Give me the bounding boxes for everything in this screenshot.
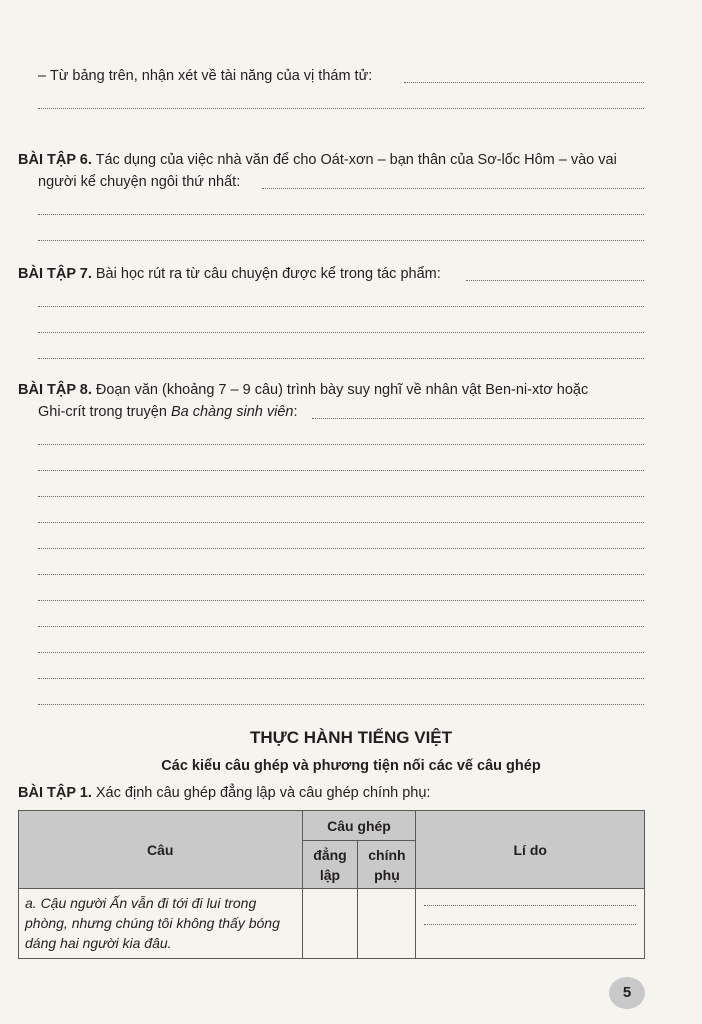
page-number: 5	[609, 977, 645, 1009]
exercise-1-line	[18, 783, 430, 803]
exercise-7-label: BÀI TẬP 7.	[18, 266, 92, 282]
answer-line[interactable]	[38, 306, 644, 307]
header-sentence: Câu	[19, 811, 303, 889]
answer-line[interactable]	[312, 418, 644, 419]
row-a-sentence	[19, 889, 303, 959]
exercise-7-line	[18, 264, 441, 284]
answer-line[interactable]	[262, 188, 644, 189]
exercise-8-text: Đoạn văn (khoảng 7 – 9 câu) trình bày suy nghĩ về nhân vật Ben-ni-xtơ hoặc	[91, 382, 589, 398]
exercise-6-line-2: người kể chuyện ngôi thứ nhất:	[38, 174, 241, 190]
answer-line[interactable]	[38, 652, 644, 653]
answer-line[interactable]	[38, 704, 644, 705]
table-row	[19, 889, 645, 959]
exercise-8-label: BÀI TẬP 8.	[18, 382, 92, 398]
exercise-6-text: Tác dụng của việc nhà văn để cho Oát-xơn – bạn thân của Sơ-lốc Hôm – vào vai	[91, 152, 617, 168]
row-a-reason-cell[interactable]	[416, 889, 645, 959]
answer-line[interactable]	[38, 358, 644, 359]
answer-line[interactable]	[38, 626, 644, 627]
answer-line[interactable]	[38, 678, 644, 679]
row-a-sentence-text: a. Cậu người Ấn vẫn đi tới đi lui trong phòng, nhưng chúng tôi không thấy bóng dáng hai người kia đâu.	[25, 895, 280, 951]
answer-line[interactable]	[38, 496, 644, 497]
header-coordinate-line-1: đẳng	[313, 846, 347, 863]
exercise-8-text-2c: :	[293, 404, 298, 420]
answer-line[interactable]	[38, 548, 644, 549]
header-compound-group: Câu ghép	[302, 811, 416, 841]
header-coordinate	[302, 841, 358, 889]
answer-line[interactable]	[38, 522, 644, 523]
exercise-6-label: BÀI TẬP 6.	[18, 152, 92, 168]
header-subordinate-line-1: chính	[368, 846, 406, 863]
compound-sentence-table	[18, 810, 645, 959]
talent-remark-prompt: – Từ bảng trên, nhận xét về tài năng của vị thám tử:	[38, 68, 373, 84]
header-subordinate	[358, 841, 416, 889]
row-a-subordinate-cell[interactable]	[358, 889, 416, 959]
story-title: Ba chàng sinh viên	[170, 404, 294, 420]
row-a-coordinate-cell[interactable]	[302, 889, 358, 959]
answer-line[interactable]	[38, 600, 644, 601]
answer-line[interactable]	[404, 82, 644, 83]
exercise-1-text: Xác định câu ghép đẳng lập và câu ghép chính phụ:	[91, 785, 431, 801]
answer-line[interactable]	[466, 280, 644, 281]
header-reason: Lí do	[416, 811, 645, 889]
exercise-8-text-2a: Ghi-crít trong truyện	[38, 404, 171, 420]
section-title: THỰC HÀNH TIẾNG VIỆT	[249, 728, 453, 747]
exercise-6-line-1	[18, 150, 617, 170]
answer-line[interactable]	[38, 332, 644, 333]
section-subtitle: Các kiểu câu ghép và phương tiện nối các vế câu ghép	[161, 758, 541, 774]
exercise-7-text: Bài học rút ra từ câu chuyện được kể trong tác phẩm:	[91, 266, 441, 282]
answer-line[interactable]	[38, 470, 644, 471]
answer-line[interactable]	[38, 108, 644, 109]
header-subordinate-line-2: phụ	[374, 866, 400, 883]
exercise-1-label: BÀI TẬP 1.	[18, 785, 92, 801]
exercise-8-line-1	[18, 380, 588, 400]
header-coordinate-line-2: lập	[319, 866, 341, 883]
answer-line[interactable]	[38, 444, 644, 445]
answer-line[interactable]	[38, 574, 644, 575]
answer-line[interactable]	[38, 214, 644, 215]
answer-line[interactable]	[424, 924, 636, 925]
answer-line[interactable]	[424, 905, 636, 906]
exercise-8-line-2	[38, 402, 298, 422]
answer-line[interactable]	[38, 240, 644, 241]
